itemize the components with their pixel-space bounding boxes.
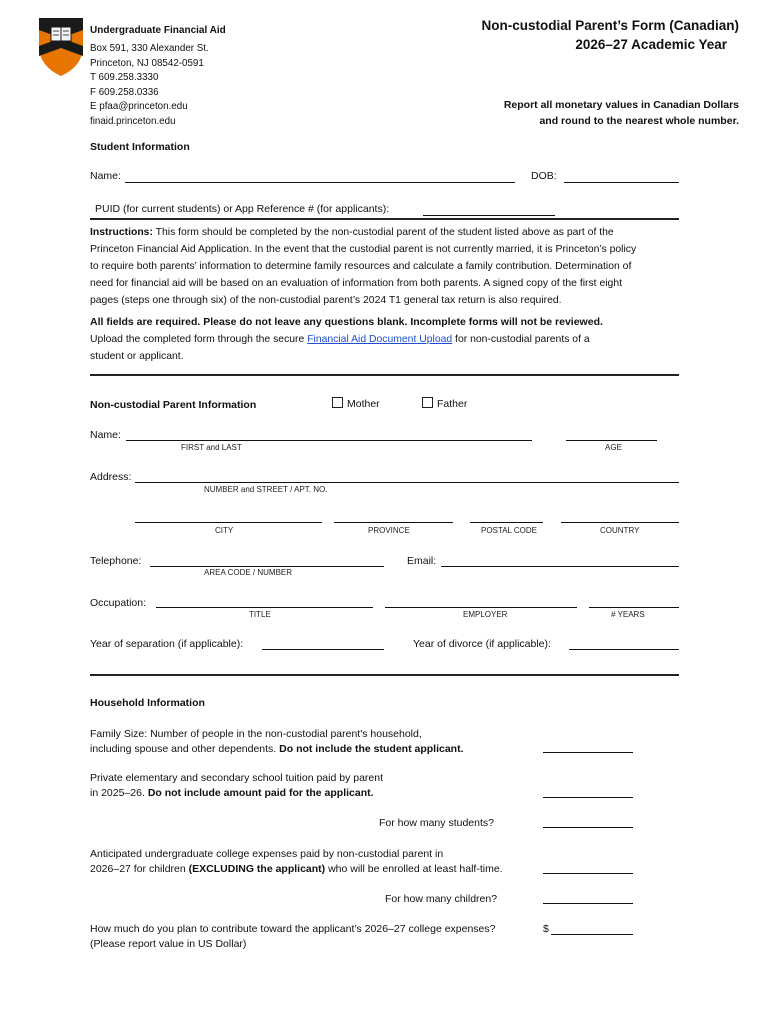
currency-notice-line2: and round to the nearest whole number. (539, 115, 739, 127)
instructions-line: This form should be completed by the non-custodial parent of the student listed above as part of the (152, 227, 614, 238)
upload-text: for non-custodial parents of a (452, 334, 590, 345)
instructions-lead: Instructions: (90, 227, 153, 238)
father-checkbox[interactable] (422, 397, 433, 408)
question-text: Family Size: Number of people in the non-custodial parent's household, (90, 728, 422, 740)
instructions-line: pages (steps one through six) of the non-custodial parent’s 2024 T1 general tax return is also required. (90, 295, 562, 306)
occupation-title-field[interactable] (156, 593, 373, 608)
parent-name-field[interactable] (126, 426, 532, 441)
address-label: Address: (90, 471, 132, 483)
required-fields-notice: All fields are required. Please do not leave any questions blank. Incomplete forms will not be reviewed. (90, 316, 603, 328)
students-count-field[interactable] (543, 813, 633, 828)
employer-caption: EMPLOYER (463, 610, 508, 619)
title-caption: TITLE (249, 610, 271, 619)
divorce-year-field[interactable] (569, 635, 679, 650)
city-caption: CITY (215, 526, 234, 535)
household-section-title: Household Information (90, 697, 205, 709)
years-caption: # YEARS (611, 610, 645, 619)
question-text: 2026–27 for children (90, 863, 189, 875)
telephone-label: Telephone: (90, 555, 142, 567)
instructions-line: Princeton Financial Aid Application. In the event that the custodial parent is not currently married, it is Princeton’s policy (90, 244, 637, 255)
age-caption: AGE (605, 443, 622, 452)
occupation-label: Occupation: (90, 597, 147, 609)
province-field[interactable] (334, 508, 453, 523)
email-field[interactable] (441, 552, 679, 567)
contribution-question (90, 922, 496, 952)
question-emphasis: Do not include amount paid for the applicant. (147, 787, 374, 799)
parent-age-field[interactable] (566, 426, 657, 441)
instructions-line: need for financial aid will be based on an evaluation of information from both parents. A signed copy of the first eight (90, 278, 622, 289)
question-text: who will be enrolled at least half-time. (325, 863, 503, 875)
instructions-block (90, 224, 690, 309)
city-field[interactable] (135, 508, 322, 523)
street-field[interactable] (135, 468, 679, 483)
student-section-title: Student Information (90, 141, 190, 153)
form-year: 2026–27 Academic Year (575, 37, 727, 52)
form-title: Non-custodial Parent’s Form (Canadian) (481, 18, 739, 33)
family-size-field[interactable] (543, 738, 633, 753)
question-text: Private elementary and secondary school tuition paid by parent (90, 772, 384, 784)
fax-line: F 609.258.0336 (90, 86, 159, 98)
separation-year-field[interactable] (262, 635, 384, 650)
children-count-field[interactable] (543, 889, 633, 904)
country-field[interactable] (561, 508, 679, 523)
tuition-question (90, 771, 383, 801)
section-divider (90, 218, 679, 220)
mother-checkbox[interactable] (332, 397, 343, 408)
address-line: Princeton, NJ 08542-0591 (90, 57, 204, 69)
address-line: Box 591, 330 Alexander St. (90, 43, 209, 54)
question-text: in 2025–26. (90, 787, 148, 799)
student-name-field[interactable] (125, 168, 515, 183)
postal-code-field[interactable] (470, 508, 543, 523)
years-field[interactable] (589, 593, 679, 608)
question-emphasis: Do not include the student applicant. (279, 743, 464, 755)
office-name: Undergraduate Financial Aid (90, 25, 226, 36)
puid-label: PUID (for current students) or App Reference # (for applicants): (95, 203, 390, 215)
email-label: Email: (407, 555, 437, 567)
email-line: E pfaa@princeton.edu (90, 101, 188, 113)
mother-option[interactable] (332, 397, 380, 411)
currency-notice-line1: Report all monetary values in Canadian Dollars (503, 99, 739, 111)
website-line: finaid.princeton.edu (90, 115, 176, 127)
instructions-line: to require both parents’ information to determine family resources and calculate a family contribution. Determination of (90, 261, 632, 272)
upload-text-line2: student or applicant. (90, 351, 184, 362)
college-expenses-field[interactable] (543, 859, 633, 874)
upload-instructions (90, 331, 590, 365)
student-name-label: Name: (90, 170, 121, 182)
parent-name-label: Name: (90, 429, 121, 441)
parent-section-title: Non-custodial Parent Information (90, 399, 257, 411)
student-dob-field[interactable] (564, 168, 679, 183)
upload-text: Upload the completed form through the secure (90, 334, 308, 345)
office-address (90, 42, 209, 130)
question-text: (Please report value in US Dollar) (90, 938, 247, 950)
employer-field[interactable] (385, 593, 577, 608)
first-last-caption: FIRST and LAST (181, 443, 242, 452)
document-upload-link[interactable]: Financial Aid Document Upload (307, 334, 453, 345)
puid-field[interactable] (423, 201, 555, 216)
student-dob-label: DOB: (531, 170, 557, 182)
children-count-label: For how many children? (385, 893, 498, 905)
question-emphasis: (EXCLUDING the applicant) (188, 863, 326, 875)
family-size-question (90, 727, 464, 757)
question-text: including spouse and other dependents. (90, 743, 280, 755)
divorce-label: Year of divorce (if applicable): (413, 638, 551, 650)
tuition-field[interactable] (543, 783, 633, 798)
father-option[interactable] (422, 397, 467, 411)
question-text: Anticipated undergraduate college expenses paid by non-custodial parent in (90, 848, 444, 860)
question-text: How much do you plan to contribute toward the applicant’s 2026–27 college expenses? (90, 923, 496, 935)
telephone-field[interactable] (150, 552, 384, 567)
section-divider (90, 674, 679, 676)
dollar-sign: $ (543, 923, 549, 935)
university-shield-logo (37, 16, 85, 78)
college-expenses-question (90, 847, 503, 877)
mother-label: Mother (347, 398, 380, 410)
province-caption: PROVINCE (368, 526, 410, 535)
phone-line: T 609.258.3330 (90, 72, 159, 84)
separation-label: Year of separation (if applicable): (90, 638, 244, 650)
section-divider (90, 374, 679, 376)
father-label: Father (437, 398, 468, 410)
postal-code-caption: POSTAL CODE (481, 526, 538, 535)
students-count-label: For how many students? (379, 817, 494, 829)
country-caption: COUNTRY (600, 526, 640, 535)
contribution-field[interactable] (551, 920, 633, 935)
area-code-caption: AREA CODE / NUMBER (204, 568, 293, 577)
street-caption: NUMBER and STREET / APT. NO. (204, 485, 328, 494)
